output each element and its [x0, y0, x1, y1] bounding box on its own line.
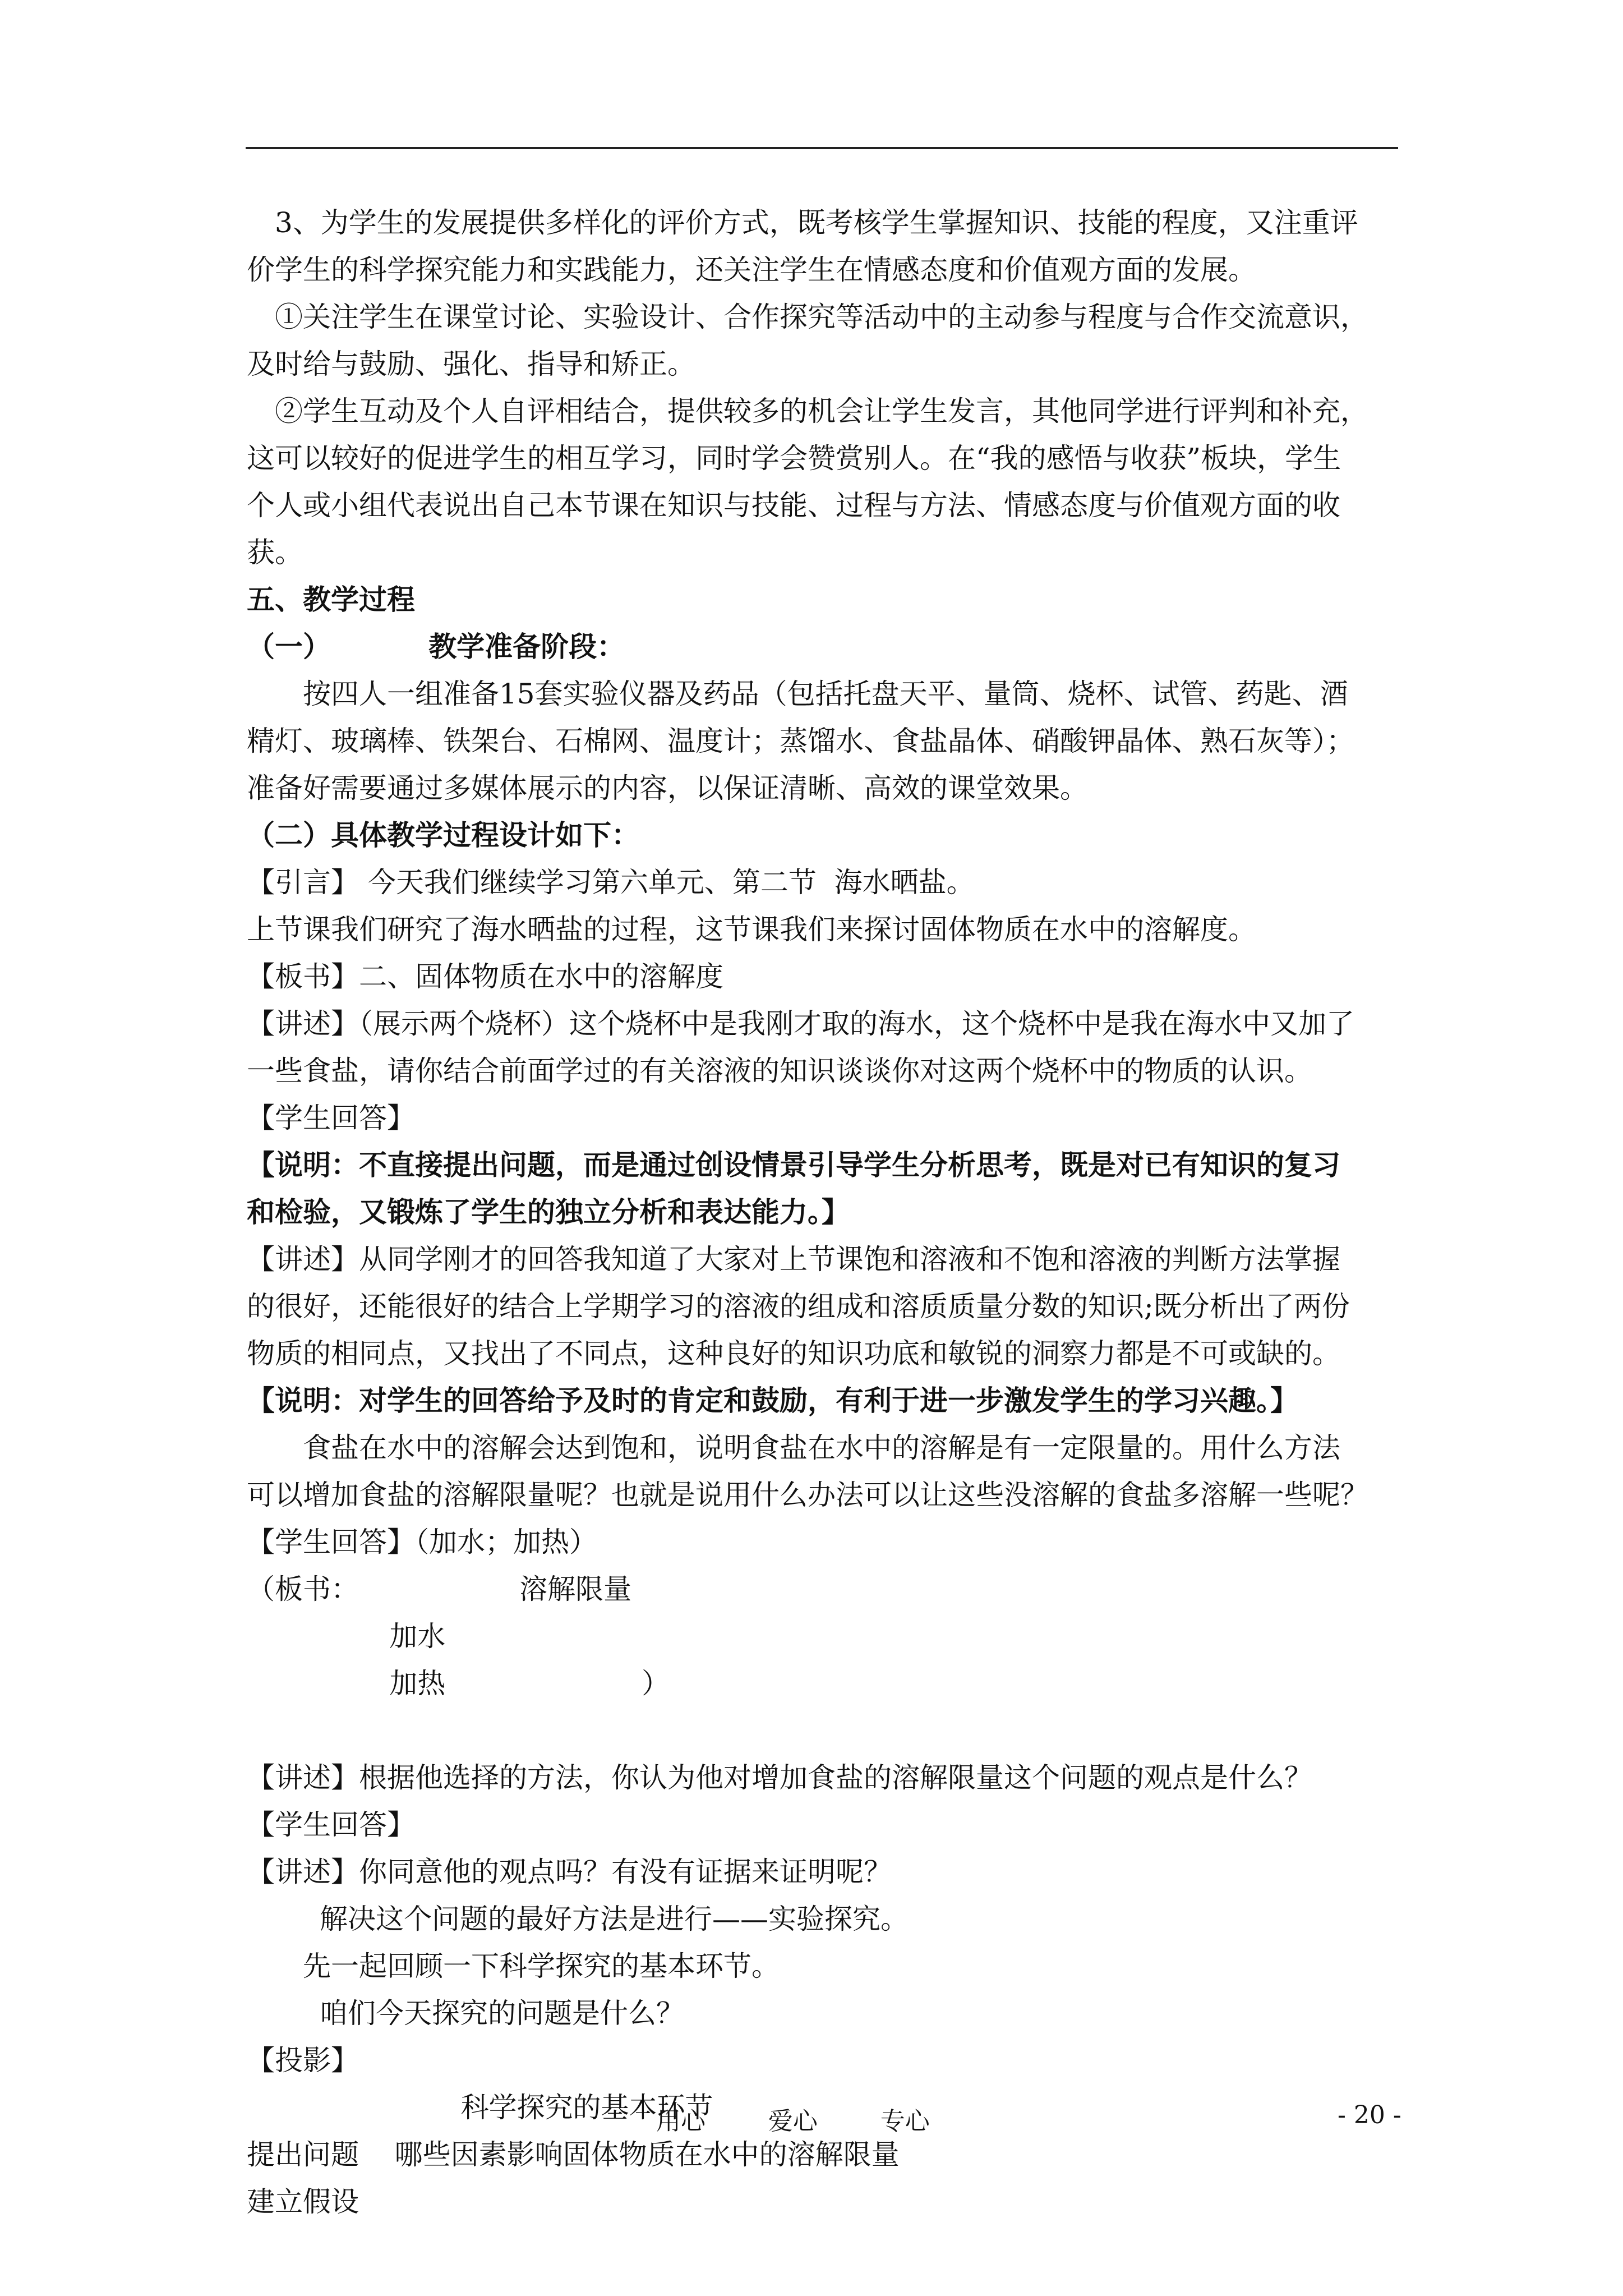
text-line: 【学生回答】	[247, 1809, 415, 1841]
text-line: 【讲述】根据他选择的方法，你认为他对增加食盐的溶解限量这个问题的观点是什么？	[247, 1761, 1312, 1794]
text-line: 先一起回顾一下科学探究的基本环节。	[303, 1950, 780, 1982]
text-line: 3、为学生的发展提供多样化的评价方式，既考核学生掌握知识、技能的程度，又注重评	[275, 206, 1358, 239]
text-line: 准备好需要通过多媒体展示的内容，以保证清晰、高效的课堂效果。	[247, 772, 1088, 804]
text-line: 的很好，还能很好的结合上学期学习的溶液的组成和溶质质量分数的知识;既分析出了两份	[247, 1290, 1350, 1323]
text-line: ②学生互动及个人自评相结合，提供较多的机会让学生发言，其他同学进行评判和补充，	[275, 395, 1368, 427]
document-body	[247, 199, 1402, 2225]
text-line: 【讲述】你同意他的观点吗？有没有证据来证明呢？	[247, 1856, 892, 1888]
note-line: 【说明：不直接提出问题，而是通过创设情景引导学生分析思考，既是对已有知识的复习	[247, 1148, 1340, 1181]
text-line: 【学生回答】	[247, 1102, 415, 1134]
text-line: 及时给与鼓励、强化、指导和矫正。	[247, 348, 695, 380]
projection-title: 科学探究的基本环节	[247, 2091, 713, 2124]
note-line: 【说明：对学生的回答给予及时的肯定和鼓励，有利于进一步激发学生的学习兴趣。】	[247, 1384, 1298, 1417]
text-line: 提出问题 哪些因素影响固体物质在水中的溶解限量	[247, 2138, 900, 2171]
text-line: 【投影】	[247, 2044, 359, 2077]
text-line: 这可以较好的促进学生的相互学习，同时学会赞赏别人。在“我的感悟与收获”板块，学生	[247, 442, 1341, 475]
board-note-line: 加热 ）	[247, 1667, 670, 1700]
page-footer	[0, 2101, 1623, 2146]
text-line: 获。	[247, 536, 303, 569]
text-line: 价学生的科学探究能力和实践能力，还关注学生在情感态度和价值观方面的发展。	[247, 254, 1256, 286]
header-rule	[246, 147, 1398, 149]
text-line: 解决这个问题的最好方法是进行——实验探究。	[320, 1903, 909, 1935]
text-line: 【讲述】（展示两个烧杯）这个烧杯中是我刚才取的海水，这个烧杯中是我在海水中又加了	[247, 1007, 1354, 1040]
text-line: 个人或小组代表说出自己本节课在知识与技能、过程与方法、情感态度与价值观方面的收	[247, 489, 1340, 522]
text-line: 上节课我们研究了海水晒盐的过程，这节课我们来探讨固体物质在水中的溶解度。	[247, 913, 1256, 946]
text-line: 一些食盐，请你结合前面学过的有关溶液的知识谈谈你对这两个烧杯中的物质的认识。	[247, 1055, 1312, 1087]
footer-motto: 用心 爱心 专心	[656, 2107, 930, 2136]
text-line: 按四人一组准备15套实验仪器及药品（包括托盘天平、量筒、烧杯、试管、药匙、酒	[303, 678, 1348, 710]
note-line: 和检验，又锻炼了学生的独立分析和表达能力。】	[247, 1195, 850, 1228]
text-line: 【讲述】从同学刚才的回答我知道了大家对上节课饱和溶液和不饱和溶液的判断方法掌握	[247, 1243, 1340, 1276]
text-line: 咱们今天探究的问题是什么？	[320, 1997, 684, 2030]
text-line: 精灯、玻璃棒、铁架台、石棉网、温度计；蒸馏水、食盐晶体、硝酸钾晶体、熟石灰等）；	[247, 725, 1354, 757]
text-line: ①关注学生在课堂讨论、实验设计、合作探究等活动中的主动参与程度与合作交流意识，	[275, 301, 1368, 333]
text-line: 【引言】 今天我们继续学习第六单元、第二节 海水晒盐。	[247, 866, 975, 899]
section-heading: 五、教学过程	[247, 583, 415, 616]
subsection-heading: （二）具体教学过程设计如下：	[247, 818, 639, 852]
text-line: 【板书】二、固体物质在水中的溶解度	[247, 960, 723, 993]
page-number: - 20 -	[1338, 2101, 1401, 2129]
subsection-heading: （一） 教学准备阶段：	[247, 630, 625, 663]
board-note-line: （板书： 溶解限量	[247, 1573, 632, 1605]
text-line: 物质的相同点，又找出了不同点，这种良好的知识功底和敏锐的洞察力都是不可或缺的。	[247, 1337, 1340, 1370]
text-line: 建立假设	[247, 2185, 359, 2218]
board-note-line: 加水	[247, 1620, 446, 1653]
text-line: 【学生回答】（加水；加热）	[247, 1526, 597, 1558]
text-line: 食盐在水中的溶解会达到饱和，说明食盐在水中的溶解是有一定限量的。用什么方法	[303, 1432, 1340, 1464]
text-line: 可以增加食盐的溶解限量呢？也就是说用什么办法可以让这些没溶解的食盐多溶解一些呢？	[247, 1479, 1368, 1511]
